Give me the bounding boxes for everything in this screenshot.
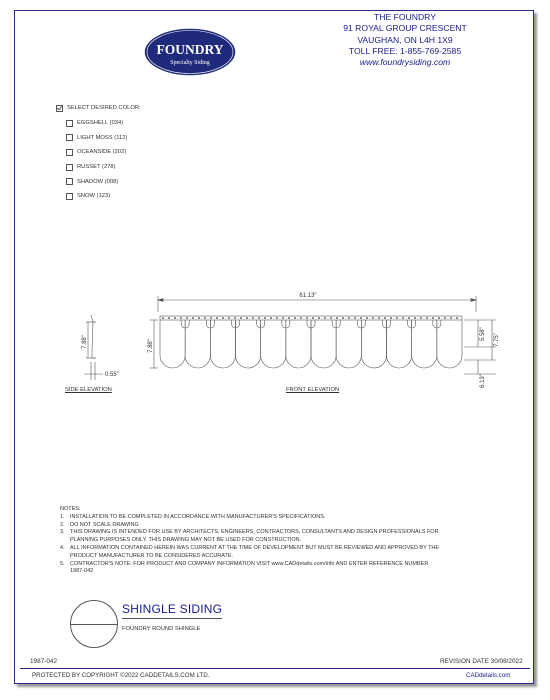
note-text: THIS DRAWING IS INTENDED FOR USE BY ARCHITECTS, ENGINEERS, CONTRACTORS, CONSULTANTS AND DESIGN PROFESSIONALS FOR PLANNING PURPOSES ONLY. THIS DRAWING MAY NOT BE USED FOR CONSTRUCTION. bbox=[70, 529, 439, 544]
company-address-1: 91 ROYAL GROUP CRESCENT bbox=[343, 23, 467, 34]
strip-dot bbox=[162, 317, 163, 318]
drawing-subtitle: FOUNDRY ROUND SHINGLE bbox=[122, 626, 201, 632]
strip-dot bbox=[174, 317, 175, 318]
strip-dot bbox=[342, 317, 343, 318]
shingle bbox=[361, 320, 386, 368]
strip-dot bbox=[354, 317, 355, 318]
strip-dot bbox=[450, 317, 451, 318]
strip-dot bbox=[396, 317, 397, 318]
strip-dot bbox=[210, 317, 211, 318]
strip-dot bbox=[234, 317, 235, 318]
strip-dot bbox=[186, 317, 187, 318]
shingle bbox=[210, 320, 235, 368]
shingle bbox=[236, 320, 261, 368]
dim-overall-width: 61.13" bbox=[299, 293, 317, 299]
strip-dot bbox=[228, 317, 229, 318]
color-heading: SELECT DESIRED COLOR: bbox=[67, 105, 141, 111]
front-elevation-label: FRONT ELEVATION bbox=[286, 387, 340, 393]
strip-dot bbox=[390, 317, 391, 318]
strip-dot bbox=[324, 317, 325, 318]
dim-side-height: 7.88" bbox=[82, 335, 88, 349]
strip-dot bbox=[366, 317, 367, 318]
strip-dot bbox=[408, 317, 409, 318]
shingle bbox=[160, 320, 185, 368]
revision-date: REVISION DATE 30/08/2022 bbox=[440, 658, 523, 665]
dim-left-height: 7.88" bbox=[148, 339, 154, 353]
dim-side-depth: 0.55" bbox=[105, 372, 119, 378]
nail-strip bbox=[162, 317, 457, 318]
strip-dot bbox=[252, 317, 253, 318]
strip-dot bbox=[456, 317, 457, 318]
title-circle bbox=[70, 600, 118, 648]
note-item: 3. THIS DRAWING IS INTENDED FOR USE BY ARCHITECTS, ENGINEERS, CONTRACTORS, CONSULTANTS AND DESIGN PROFESSIONALS FOR PLANNING PURPOSES ONLY. THIS DRAWING MAY NOT BE USED FOR CONSTRUCTION. bbox=[60, 529, 439, 544]
notes-heading: NOTES: bbox=[60, 506, 81, 512]
company-name: THE FOUNDRY bbox=[374, 12, 436, 22]
dim-right-inner: 5.58" bbox=[480, 327, 486, 341]
notes-section bbox=[60, 506, 440, 576]
strip-dot bbox=[222, 317, 223, 318]
footer-rule bbox=[20, 668, 530, 669]
dim-right-bottom: 6.13" bbox=[480, 374, 486, 388]
strip-dot bbox=[336, 317, 337, 318]
strip-dot bbox=[294, 317, 295, 318]
strip-dot bbox=[372, 317, 373, 318]
title-rule bbox=[122, 618, 222, 619]
strip-dot bbox=[420, 317, 421, 318]
shingle bbox=[412, 320, 437, 368]
logo-tagline: Specialty Siding bbox=[170, 60, 210, 66]
shingle bbox=[336, 320, 361, 368]
strip-dot bbox=[168, 317, 169, 318]
reference-number: 1987-042 bbox=[30, 658, 58, 665]
strip-dot bbox=[360, 317, 361, 318]
strip-dot bbox=[444, 317, 445, 318]
note-text: INSTALLATION TO BE COMPLETED IN ACCORDANCE WITH MANUFACTURER'S SPECIFICATIONS. bbox=[70, 513, 326, 520]
dim-right-outer: 7.75" bbox=[494, 333, 500, 347]
color-option-label: SNOW (123) bbox=[77, 193, 111, 200]
strip-dot bbox=[384, 317, 385, 318]
color-option-label: RUSSET (278) bbox=[77, 164, 116, 171]
strip-dot bbox=[438, 317, 439, 318]
strip-dot bbox=[276, 317, 277, 318]
strip-dot bbox=[264, 317, 265, 318]
note-item: 4. ALL INFORMATION CONTAINED HEREIN WAS CURRENT AT THE TIME OF DEVELOPMENT BUT MUST BE REVIEWED AND APPROVED BY THE PRODUCT MANUFACTURER TO BE CONSIDERED ACCURATE. bbox=[60, 544, 440, 559]
note-text: CONTRACTOR'S NOTE: FOR PRODUCT AND COMPANY INFORMATION VISIT www.CADdetails.com/info AND ENTER REFERENCE NUMBER 1987-042 bbox=[70, 560, 429, 575]
company-address-2: VAUGHAN, ON L4H 1X9 bbox=[357, 34, 453, 45]
note-item: 2. DO NOT SCALE DRAWING bbox=[60, 521, 139, 528]
strip-dot bbox=[198, 317, 199, 318]
side-elevation-label: SIDE ELEVATION bbox=[65, 387, 112, 393]
strip-dot bbox=[330, 317, 331, 318]
note-item: 1. INSTALLATION TO BE COMPLETED IN ACCORDANCE WITH MANUFACTURER'S SPECIFICATIONS. bbox=[60, 513, 326, 520]
color-option-label: EGGSHELL (034) bbox=[77, 120, 124, 127]
shingle bbox=[185, 320, 210, 368]
note-item: 5. CONTRACTOR'S NOTE: FOR PRODUCT AND COMPANY INFORMATION VISIT www.CADdetails.com/info AND ENTER REFERENCE NUMBER 1987-042 bbox=[60, 561, 440, 577]
company-phone: TOLL FREE: 1-855-769-2585 bbox=[348, 45, 462, 56]
strip-dot bbox=[300, 317, 301, 318]
strip-dot bbox=[240, 317, 241, 318]
drawing-title: SHINGLE SIDING bbox=[122, 602, 223, 616]
logo-name: FOUNDRY bbox=[156, 42, 224, 57]
shingle bbox=[311, 320, 336, 368]
shingle bbox=[286, 320, 311, 368]
copyright-text: PROTECTED BY COPYRIGHT ©2022 CADDETAILS.COM LTD. bbox=[32, 672, 210, 679]
strip-dot bbox=[432, 317, 433, 318]
strip-dot bbox=[204, 317, 205, 318]
strip-dot bbox=[288, 317, 289, 318]
strip-dot bbox=[306, 317, 307, 318]
strip-dot bbox=[282, 317, 283, 318]
strip-dot bbox=[426, 317, 427, 318]
shingle-row bbox=[160, 320, 462, 368]
color-option-label: LIGHT MOSS (112) bbox=[77, 134, 128, 141]
strip-dot bbox=[180, 317, 181, 318]
note-text: DO NOT SCALE DRAWING bbox=[70, 521, 139, 528]
strip-dot bbox=[246, 317, 247, 318]
company-website[interactable]: www.foundrysiding.com bbox=[359, 57, 451, 68]
note-text: ALL INFORMATION CONTAINED HEREIN WAS CURRENT AT THE TIME OF DEVELOPMENT BUT MUST BE REVIEWED AND APPROVED BY THE PRODUCT MANUFACTURER TO BE CONSIDERED ACCURATE. bbox=[70, 544, 440, 559]
strip-dot bbox=[378, 317, 379, 318]
strip-dot bbox=[414, 317, 415, 318]
color-option-label: SHADOW (008) bbox=[77, 178, 119, 185]
strip-dot bbox=[318, 317, 319, 318]
shingle bbox=[387, 320, 412, 368]
shingle bbox=[261, 320, 286, 368]
cad-details-link[interactable]: CADdetails.com bbox=[466, 672, 511, 679]
strip-dot bbox=[216, 317, 217, 318]
strip-dot bbox=[192, 317, 193, 318]
shingle bbox=[437, 320, 462, 368]
strip-dot bbox=[312, 317, 313, 318]
strip-dot bbox=[258, 317, 259, 318]
strip-dot bbox=[348, 317, 349, 318]
strip-dot bbox=[402, 317, 403, 318]
color-option-label: OCEANSIDE (202) bbox=[77, 149, 127, 156]
strip-dot bbox=[270, 317, 271, 318]
